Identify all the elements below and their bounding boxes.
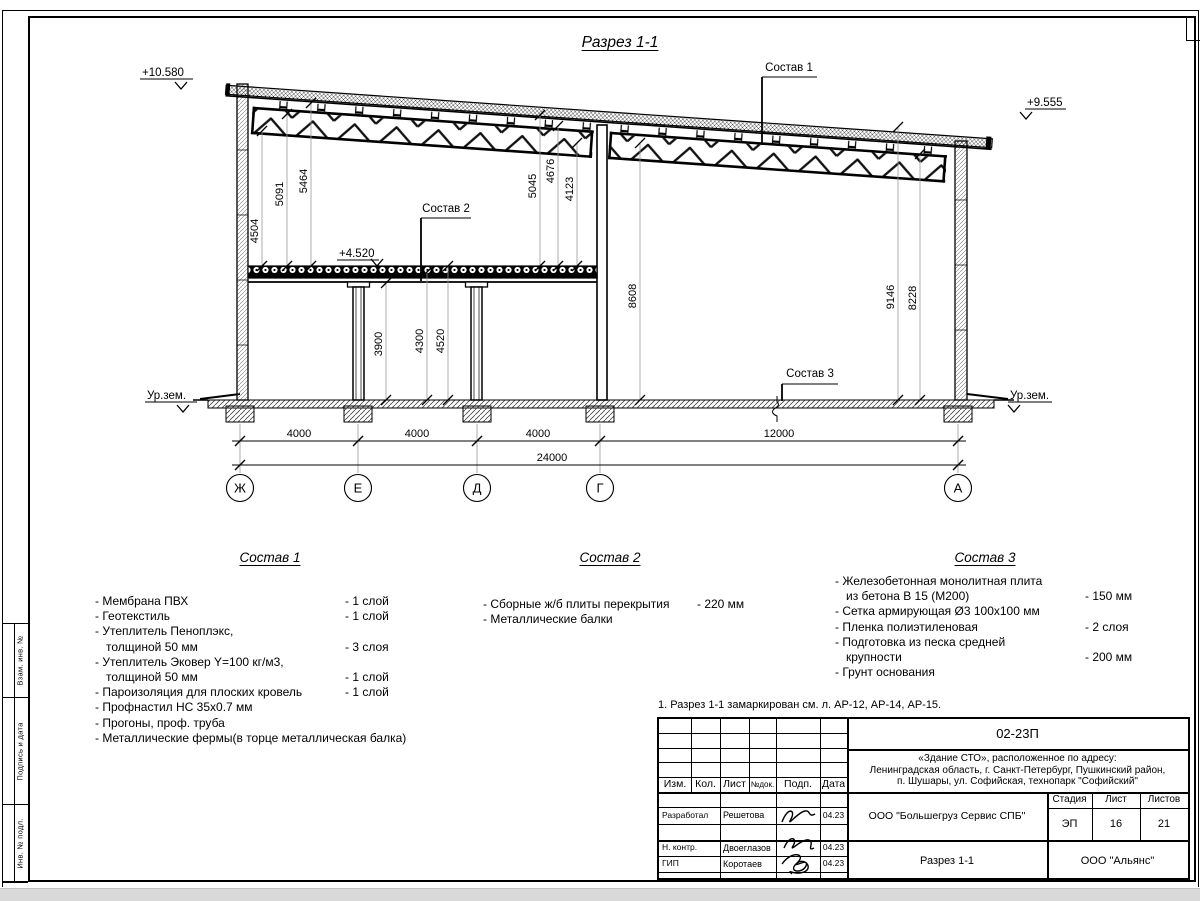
axis-g: Г bbox=[596, 480, 604, 496]
comp-item: - Профнастил НС 35х0.7 мм bbox=[95, 700, 253, 715]
dim-4676: 4676 bbox=[545, 158, 557, 184]
tb-project-line2: Ленинградская область, г. Санкт-Петербург, Пушкинский район, bbox=[869, 764, 1166, 776]
comp-item: толщиной 50 мм - 1 слой bbox=[106, 670, 389, 685]
dim-8228: 8228 bbox=[907, 285, 919, 311]
comp3-title: Состав 3 bbox=[954, 550, 1016, 565]
dim-5045: 5045 bbox=[527, 173, 539, 199]
comp1-list bbox=[95, 594, 406, 746]
tb-name-korotaev: Коротаев bbox=[723, 858, 762, 869]
comp-item: из бетона В 15 (М200) - 150 мм bbox=[846, 589, 1133, 604]
right-wall bbox=[955, 141, 967, 400]
axis-e: Е bbox=[353, 480, 363, 496]
comp-item: крупности - 200 мм bbox=[846, 650, 1133, 665]
mezzanine-slab bbox=[248, 266, 597, 282]
elev-roof-right: +9.555 bbox=[1027, 97, 1063, 109]
tb-doc-number: 02-23П bbox=[996, 725, 1039, 741]
tb-org: ООО "Альянс" bbox=[1080, 854, 1155, 867]
axis-zh: Ж bbox=[233, 480, 247, 496]
dim-5464: 5464 bbox=[298, 168, 310, 194]
dim-4123: 4123 bbox=[564, 176, 576, 202]
tb-sheet-value: 16 bbox=[1109, 817, 1123, 830]
comp-item: - Прогоны, проф. труба bbox=[95, 715, 225, 730]
comp2-list bbox=[483, 597, 745, 627]
column-E bbox=[348, 282, 370, 400]
dim-24000: 24000 bbox=[536, 452, 568, 464]
dim-4000-3: 4000 bbox=[525, 428, 551, 440]
elev-roof-left: +10.580 bbox=[142, 67, 184, 79]
comp-item: - Мембрана ПВХ - 1 слой bbox=[95, 594, 389, 608]
section-title: Разрез 1-1 bbox=[581, 34, 659, 51]
tb-role-nkontr: Н. контр. bbox=[662, 842, 698, 853]
dim-3900: 3900 bbox=[373, 331, 385, 357]
comp-item: - Сборные ж/б плиты перекрытия - 220 мм bbox=[483, 597, 745, 611]
bottom-strip bbox=[0, 888, 1200, 901]
tb-stage-label: Стадия bbox=[1052, 794, 1087, 806]
tb-role-razrabotal: Разработал bbox=[662, 809, 709, 820]
comp-item: - Грунт основания bbox=[835, 665, 935, 680]
left-wall bbox=[237, 84, 248, 400]
middle-wall bbox=[597, 125, 607, 400]
drawing-note: 1. Разрез 1-1 замаркирован см. л. АР-12, АР-14, АР-15. bbox=[658, 699, 942, 711]
comp-item: - Пароизоляция для плоских кровель - 1 слой bbox=[95, 685, 389, 700]
comp-item: - Железобетонная монолитная плита bbox=[835, 574, 1043, 588]
tb-header-izm: Изм. bbox=[663, 778, 687, 791]
leader-sostav2: Состав 2 bbox=[422, 203, 470, 215]
tb-header-kol: Кол. bbox=[695, 778, 716, 791]
comp1-title: Состав 1 bbox=[239, 550, 301, 565]
tb-date-3: 04.23 bbox=[822, 858, 845, 869]
tb-name-reshetova: Решетова bbox=[723, 810, 765, 821]
tb-stage-value: ЭП bbox=[1061, 817, 1078, 830]
ground-label-left: Ур.зем. bbox=[147, 390, 187, 402]
dim-4000-1: 4000 bbox=[286, 428, 312, 440]
axis-d: Д bbox=[472, 480, 482, 496]
tb-role-gip: ГИП bbox=[662, 858, 679, 869]
dim-8608: 8608 bbox=[627, 283, 639, 309]
comp-item: - Металлические фермы(в торце металлическая балка) bbox=[95, 730, 407, 745]
tb-sheets-value: 21 bbox=[1157, 817, 1171, 830]
tb-name-dvoeglazov: Двоеглазов bbox=[723, 842, 771, 853]
dim-5091: 5091 bbox=[274, 181, 286, 207]
leader-sostav3: Состав 3 bbox=[786, 368, 834, 380]
comp-item: - Геотекстиль - 1 слой bbox=[95, 609, 389, 624]
dim-4000-2: 4000 bbox=[404, 428, 430, 440]
tb-sheet-label: Лист bbox=[1105, 794, 1127, 806]
tb-date-2: 04.23 bbox=[822, 842, 845, 853]
margin-stamp-vzam-label: Взам. инв. № bbox=[16, 635, 26, 686]
axis-a: А bbox=[953, 480, 963, 496]
tb-project bbox=[847, 749, 1188, 792]
bottom-dim-chains bbox=[232, 424, 966, 473]
tb-header-ndok: №док. bbox=[750, 779, 775, 789]
tb-header-data: Дата bbox=[821, 778, 846, 791]
comp-item: - Утеплитель Пеноплэкс, bbox=[95, 624, 234, 639]
leader-sostav1: Состав 1 bbox=[765, 62, 813, 74]
dim-4520: 4520 bbox=[435, 328, 447, 354]
comp-item: - Утеплитель Эковер Y=100 кг/м3, bbox=[95, 654, 284, 669]
column-D bbox=[466, 282, 488, 400]
margin-stamp-inv-label: Инв. № подл. bbox=[16, 817, 26, 869]
tb-company: ООО "Большегруз Сервис СПБ" bbox=[868, 809, 1026, 822]
dim-4504: 4504 bbox=[249, 218, 261, 244]
elev-slab: +4.520 bbox=[339, 248, 375, 260]
comp-item: - Подготовка из песка средней bbox=[835, 634, 1006, 649]
tb-sheets-label: Листов bbox=[1147, 794, 1181, 806]
axis-bubbles bbox=[227, 475, 972, 502]
comp-item: - Сетка армирующая Ø3 100х100 мм bbox=[835, 604, 1040, 619]
comp3-list bbox=[835, 574, 1133, 680]
dim-9146: 9146 bbox=[885, 284, 897, 310]
ground-label-right: Ур.зем. bbox=[1010, 390, 1050, 402]
tb-header-list: Лист bbox=[723, 778, 746, 791]
margin-stamp-podpis-label: Подпись и дата bbox=[16, 721, 25, 781]
comp-item: толщиной 50 мм - 3 слоя bbox=[106, 639, 389, 654]
title-block bbox=[657, 717, 1190, 880]
tb-project-line3: п. Шушары, ул. Софийская, технопарк "Софийский" bbox=[897, 776, 1138, 788]
dim-4300: 4300 bbox=[414, 328, 426, 354]
comp-item: - Металлические балки bbox=[483, 612, 613, 627]
dim-12000: 12000 bbox=[763, 428, 795, 440]
tb-drawing-name: Разрез 1-1 bbox=[919, 854, 974, 867]
signatures bbox=[776, 802, 820, 878]
comp-item: - Пленка полиэтиленовая - 2 слоя bbox=[835, 619, 1129, 634]
tb-date-1: 04.23 bbox=[822, 809, 845, 820]
tb-header-podp: Подп. bbox=[784, 778, 812, 791]
tb-project-line1: «Здание СТО», расположенное по адресу: bbox=[918, 753, 1117, 765]
comp2-title: Состав 2 bbox=[579, 550, 641, 565]
